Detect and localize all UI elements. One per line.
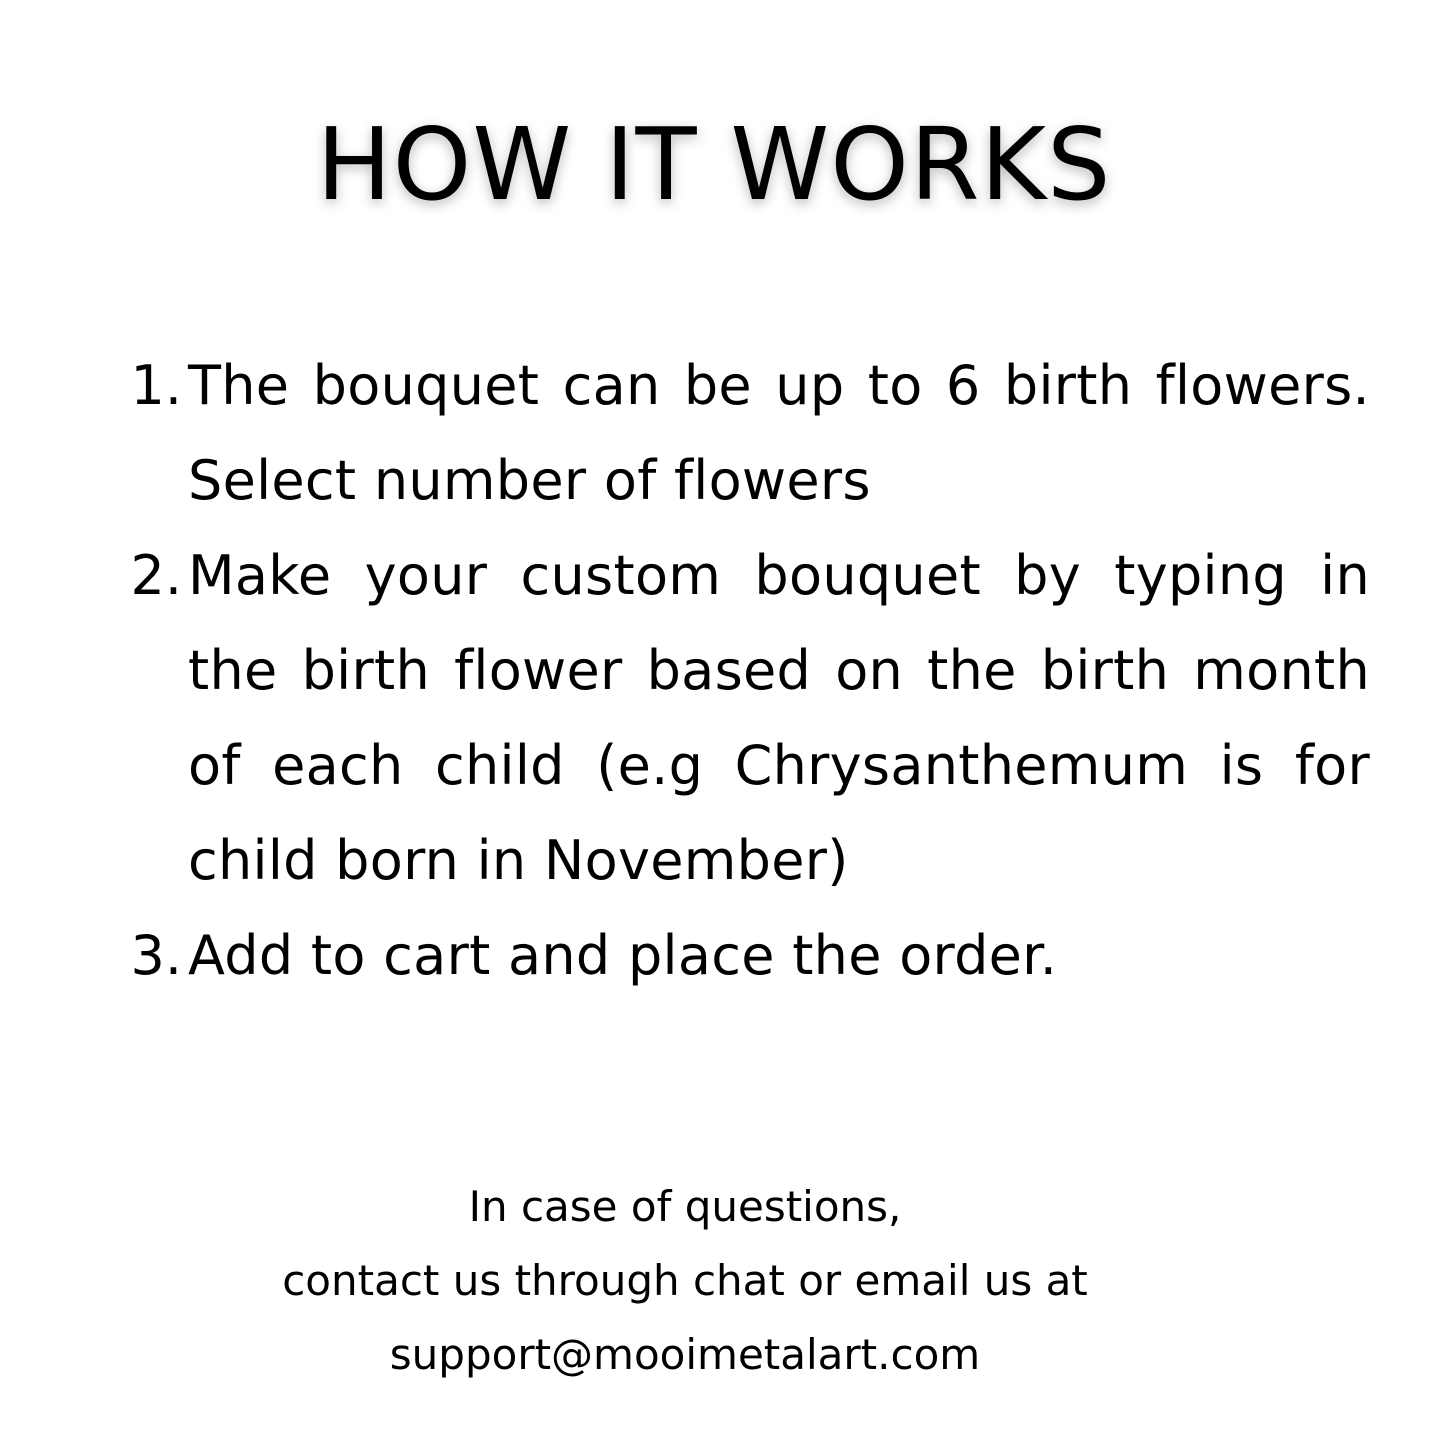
- step-item-3: [0, 908, 1445, 1003]
- footer-line-contact: contact us through chat or email us at: [282, 1256, 1088, 1305]
- contact-footer: [0, 1170, 1370, 1392]
- step-number: 3.: [130, 924, 182, 987]
- step-number: 2.: [130, 544, 182, 607]
- support-email: support@mooimetalart.com: [389, 1330, 981, 1379]
- footer-line-questions: In case of questions,: [468, 1182, 902, 1231]
- step-item-1: [0, 338, 1445, 528]
- step-number: 1.: [130, 354, 182, 417]
- step-item-2: [0, 528, 1445, 908]
- step-text: Make your custom bouquet by typing in the birth flower based on the birth month of each child (e.g Chrysanthemum is for child born in November): [188, 544, 1370, 892]
- steps-list: [0, 338, 1445, 1003]
- step-text: Add to cart and place the order.: [188, 924, 1058, 987]
- step-text: The bouquet can be up to 6 birth flowers. Select number of flowers: [188, 354, 1370, 512]
- page-title: HOW IT WORKS: [316, 106, 1112, 223]
